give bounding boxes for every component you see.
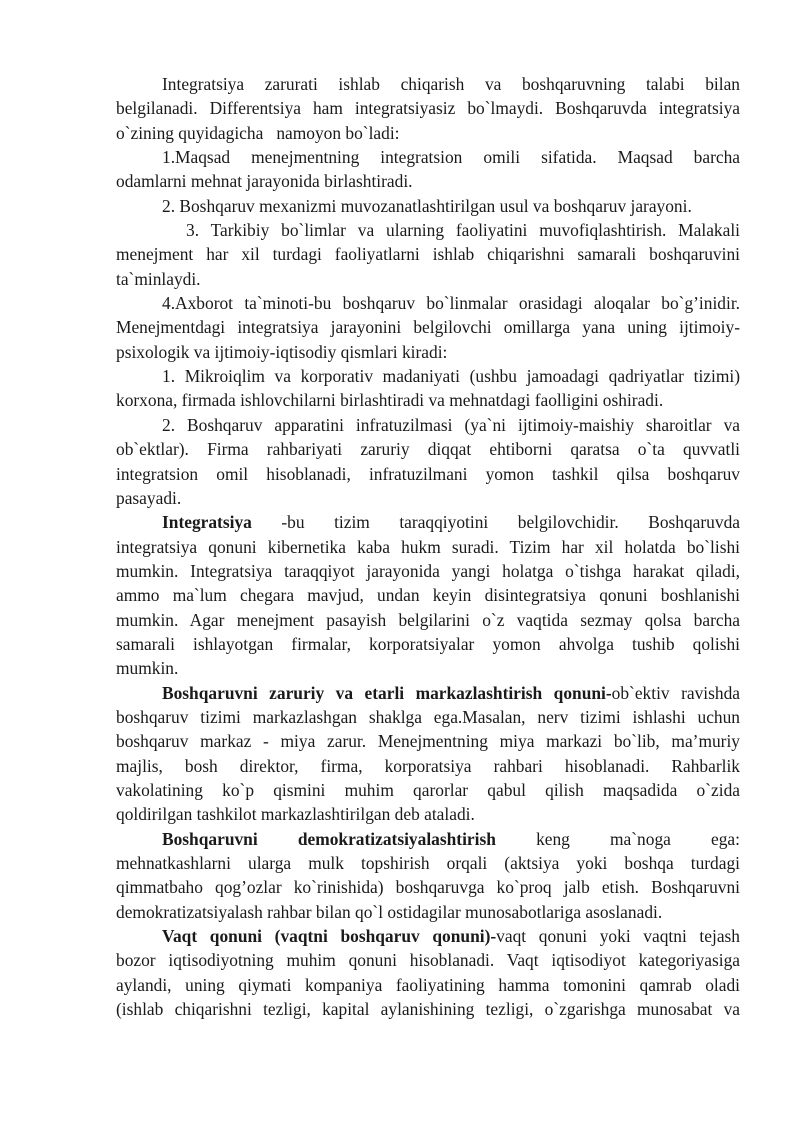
text-line: 3. Tarkibiy bo`limlar va ularning faoliyatini muvofiqlashtirish. Malakali (186, 220, 740, 241)
text-line (116, 681, 740, 705)
text-line: menejment har xil turdagi faoliyatlarni ishlab chiqarishni samarali boshqaruvini (116, 244, 740, 265)
paragraph-item-goal (116, 145, 740, 194)
text-line: Integratsiya zarurati ishlab chiqarish va boshqaruvning talabi bilan (162, 74, 740, 94)
text-line: korxona, firmada ishlovchilarni birlashtiradi va mehnatdagi faolligini oshiradi. (116, 390, 664, 411)
text-line: vakolatining ko`p qismini muhim qarorlar qabul qilish maqsadida o`zida (116, 779, 740, 800)
paragraph-integration-intro (116, 72, 740, 145)
text-line: ob`ektlar). Firma rahbariyati zaruriy diqqat ehtiborni qaratsa o`ta quvvatli (116, 439, 740, 460)
text-line: demokratizatsiyalash rahbar bilan qo`l ostidagilar munosabotlariga asoslanadi. (116, 901, 663, 922)
text-line: o`zining quyidagicha namoyon bo`ladi: (116, 122, 400, 143)
text-line: mumkin. Integratsiya taraqqiyot jarayonida yangi holatga o`tishga harakat qiladi, (116, 560, 740, 581)
text-line: 1. Mikroiqlim va korporativ madaniyati (ushbu jamoadagi qadriyatlar tizimi) (162, 366, 740, 387)
text-line: 2. Boshqaruv mexanizmi muvozanatlashtirilgan usul va boshqaruv jarayoni. (162, 195, 692, 216)
text-line: 1.Maqsad menejmentning integratsion omili sifatida. Maqsad barcha (162, 147, 740, 168)
text-line: odamlarni mehnat jarayonida birlashtiradi. (116, 171, 413, 192)
paragraph-item-infrastructure (116, 413, 740, 510)
bold-term: Boshqaruvni zaruriy va etarli markazlashtirish qonuni- (162, 682, 612, 703)
text-line: Menejmentdagi integratsiya jarayonini belgilovchi omillarga yana uning ijtimoiy- (116, 317, 740, 338)
paragraph-item-microclimate (116, 364, 740, 413)
text-run: -bu tizim taraqqiyotini belgilovchidir. Boshqaruvda (251, 512, 740, 533)
text-line: integratsiya qonuni kibernetika kaba hukm suradi. Tizim har xil holatda bo`lishi (116, 536, 740, 557)
text-run: ob`ektiv ravishda (611, 682, 740, 703)
text-line: psixologik va ijtimoiy-iqtisodiy qismlari kiradi: (116, 341, 448, 362)
text-line (116, 827, 740, 851)
text-line: bozor iqtisodiyotning muhim qonuni hisoblanadi. Vaqt iqtisodiyot kategoriyasiga (116, 950, 740, 971)
text-line: mumkin. Agar menejment pasayish belgilarini o`z vaqtida sezmay qolsa barcha (116, 609, 740, 630)
text-line: belgilanadi. Differentsiya ham integratsiyasiz bo`lmaydi. Boshqaruvda integratsiya (116, 98, 740, 119)
text-line: ammo ma`lum chegara mavjud, undan keyin disintegratsiya qonuni boshlanishi (116, 585, 740, 606)
paragraph-democratization (116, 827, 740, 924)
text-line: mehnatkashlarni ularga mulk topshirish orqali (aktsiya yoki boshqa turdagi (116, 853, 740, 873)
document-body (116, 72, 740, 1021)
text-line (116, 924, 740, 948)
text-line: 4.Axborot ta`minoti-bu boshqaruv bo`linmalar orasidagi aloqalar bo`g’inidir. (162, 293, 740, 314)
text-line: qoldirilgan tashkilot markazlashtirilgan deb ataladi. (116, 804, 475, 825)
text-line: boshqaruv tizimi markazlashgan shaklga ega.Masalan, nerv tizimi ishlashi uchun (116, 706, 740, 727)
paragraph-item-coordination (116, 218, 740, 291)
text-line: boshqaruv markaz - miya zarur. Menejmentning miya markazi bo`lib, ma’muriy (116, 731, 740, 752)
text-line: pasayadi. (116, 487, 182, 508)
text-line: 2. Boshqaruv apparatini infratuzilmasi (ya`ni ijtimoiy-maishiy sharoitlar va (162, 414, 740, 435)
paragraph-item-information (116, 291, 740, 364)
bold-term: Vaqt qonuni (vaqtni boshqaruv qonuni)- (162, 926, 497, 947)
text-line: mumkin. (116, 658, 179, 679)
text-line: ta`minlaydi. (116, 268, 201, 289)
paragraph-centralization-law (116, 681, 740, 827)
text-line: qimmatbaho qog’ozlar ko`rinishida) boshqaruvga ko`proq jalb etish. Boshqaruvni (116, 877, 740, 898)
text-line: majlis, bosh direktor, firma, korporatsiya rahbari hisoblanadi. Rahbarlik (116, 755, 740, 776)
text-line: samarali ishlayotgan firmalar, korporatsiyalar yomon ahvolga tushib qolishi (116, 633, 740, 654)
paragraph-integration-law (116, 510, 740, 680)
text-line: integratsion omil hisoblanadi, infratuzilmani yomon tashkil qilsa boshqaruv (116, 463, 740, 484)
text-run: keng ma`noga ega: (495, 828, 740, 849)
text-line: (ishlab chiqarishni tezligi, kapital aylanishining tezligi, o`zgarishga munosabat va (116, 999, 740, 1020)
text-run: vaqt qonuni yoki vaqtni tejash (496, 926, 740, 947)
bold-term: Integratsiya (162, 512, 252, 533)
paragraph-time-law (116, 924, 740, 1021)
text-line (116, 510, 740, 534)
text-line: aylandi, uning qiymati kompaniya faoliyatining hamma tomonini qamrab oladi (116, 974, 740, 995)
bold-term: Boshqaruvni demokratizatsiyalashtirish (162, 828, 496, 849)
paragraph-item-mechanism (116, 194, 740, 218)
